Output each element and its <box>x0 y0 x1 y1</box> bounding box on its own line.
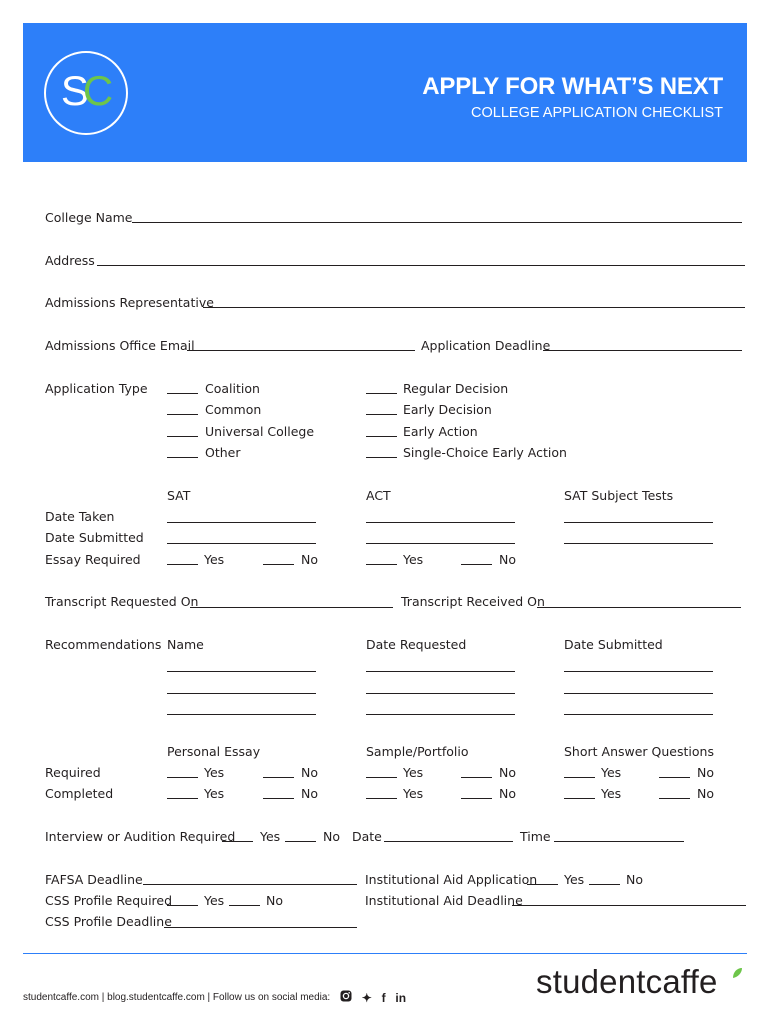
institutional-deadline-label: Institutional Aid Deadline <box>365 893 523 908</box>
checkbox-line[interactable] <box>461 798 492 799</box>
checkbox-line[interactable] <box>366 777 397 778</box>
admissions-email-label: Admissions Office Email <box>45 338 195 353</box>
row-label: Essay Required <box>45 552 141 567</box>
row-label: Completed <box>45 786 114 801</box>
institutional-deadline-field[interactable] <box>512 905 746 906</box>
yes-label: Yes <box>601 786 622 801</box>
row-label: Required <box>45 765 101 780</box>
interview-label: Interview or Audition Required <box>45 829 236 844</box>
checkbox-line[interactable] <box>167 777 198 778</box>
interview-time-field[interactable] <box>554 841 684 842</box>
address-label: Address <box>45 253 95 268</box>
checkbox-line[interactable] <box>263 564 294 565</box>
checkbox-line[interactable] <box>527 884 558 885</box>
instagram-icon[interactable] <box>340 990 352 1005</box>
application-deadline-field[interactable] <box>543 350 742 351</box>
checkbox-line[interactable] <box>461 777 492 778</box>
sat-date-taken-field[interactable] <box>167 522 316 523</box>
checkbox-line[interactable] <box>263 798 294 799</box>
brand-wordmark: studentcaffe <box>536 963 718 1000</box>
css-required-label: CSS Profile Required <box>45 893 173 908</box>
option-label: Universal College <box>205 424 315 439</box>
no-label: No <box>626 872 643 887</box>
option-label: Common <box>205 402 262 417</box>
date-submitted-field[interactable] <box>564 714 713 715</box>
checkbox-line[interactable] <box>659 798 690 799</box>
footer-links-text: studentcaffe.com | blog.studentcaffe.com | Follow us on social media: <box>23 992 331 1004</box>
row-label: Date Taken <box>45 509 115 524</box>
fafsa-deadline-label: FAFSA Deadline <box>45 872 143 887</box>
checkbox-line[interactable] <box>589 884 620 885</box>
checkbox-line[interactable] <box>366 457 397 458</box>
column-header: Date Submitted <box>564 637 663 652</box>
checkbox-line[interactable] <box>366 393 397 394</box>
checkbox-line[interactable] <box>167 905 198 906</box>
date-requested-field[interactable] <box>366 671 515 672</box>
date-requested-field[interactable] <box>366 693 515 694</box>
checkbox-line[interactable] <box>461 564 492 565</box>
no-label: No <box>301 765 318 780</box>
interview-date-field[interactable] <box>384 841 513 842</box>
date-requested-field[interactable] <box>366 714 515 715</box>
logo <box>44 51 128 135</box>
option-label: Early Action <box>403 424 478 439</box>
checkbox-line[interactable] <box>366 798 397 799</box>
transcript-requested-field[interactable] <box>190 607 393 608</box>
checkbox-line[interactable] <box>167 798 198 799</box>
row-label: Date Submitted <box>45 530 144 545</box>
footer-links <box>23 990 406 1005</box>
column-header: ACT <box>366 488 391 503</box>
yes-label: Yes <box>403 765 424 780</box>
checkbox-line[interactable] <box>222 841 253 842</box>
option-label: Other <box>205 445 241 460</box>
page-subtitle: COLLEGE APPLICATION CHECKLIST <box>471 105 723 121</box>
header-banner <box>23 23 747 162</box>
interview-date-label: Date <box>352 829 382 844</box>
application-deadline-label: Application Deadline <box>421 338 551 353</box>
college-name-label: College Name <box>45 210 133 225</box>
institutional-aid-label: Institutional Aid Application <box>365 872 538 887</box>
twitter-icon[interactable]: ✦ <box>361 990 372 1005</box>
checkbox-line[interactable] <box>564 777 595 778</box>
checkbox-line[interactable] <box>167 414 198 415</box>
recommendations-label: Recommendations <box>45 637 162 652</box>
no-label: No <box>301 786 318 801</box>
linkedin-icon[interactable]: in <box>395 990 407 1005</box>
column-header: SAT <box>167 488 191 503</box>
logo-text: SC <box>60 67 108 114</box>
yes-label: Yes <box>204 786 225 801</box>
no-label: No <box>499 765 516 780</box>
checkbox-line[interactable] <box>659 777 690 778</box>
date-submitted-field[interactable] <box>564 693 713 694</box>
logo-mark <box>46 53 126 133</box>
column-header: Personal Essay <box>167 744 261 759</box>
no-label: No <box>697 786 714 801</box>
address-field[interactable] <box>97 265 745 266</box>
page-title: APPLY FOR WHAT’S NEXT <box>422 73 723 100</box>
column-header: Sample/Portfolio <box>366 744 469 759</box>
transcript-requested-label: Transcript Requested On <box>45 594 199 609</box>
application-type-label: Application Type <box>45 381 148 396</box>
option-label: Regular Decision <box>403 381 509 396</box>
checkbox-line[interactable] <box>263 777 294 778</box>
yes-label: Yes <box>204 893 225 908</box>
no-label: No <box>301 552 318 567</box>
option-label: Early Decision <box>403 402 492 417</box>
admissions-rep-field[interactable] <box>203 307 745 308</box>
option-label: Coalition <box>205 381 260 396</box>
footer-divider <box>23 953 747 954</box>
subject-date-submitted-field[interactable] <box>564 543 713 544</box>
sat-date-submitted-field[interactable] <box>167 543 316 544</box>
act-date-submitted-field[interactable] <box>366 543 515 544</box>
column-header: Short Answer Questions <box>564 744 714 759</box>
recommender-name-field[interactable] <box>167 671 316 672</box>
no-label: No <box>697 765 714 780</box>
date-submitted-field[interactable] <box>564 671 713 672</box>
column-header: Date Requested <box>366 637 467 652</box>
admissions-rep-label: Admissions Representative <box>45 295 214 310</box>
yes-label: Yes <box>403 552 424 567</box>
admissions-email-field[interactable] <box>187 350 415 351</box>
yes-label: Yes <box>564 872 585 887</box>
css-deadline-field[interactable] <box>164 927 357 928</box>
checkbox-line[interactable] <box>167 436 198 437</box>
recommender-name-field[interactable] <box>167 693 316 694</box>
option-label: Single-Choice Early Action <box>403 445 567 460</box>
facebook-icon[interactable]: f <box>381 990 386 1005</box>
no-label: No <box>499 552 516 567</box>
checkbox-line[interactable] <box>167 393 198 394</box>
act-date-taken-field[interactable] <box>366 522 515 523</box>
column-header: SAT Subject Tests <box>564 488 674 503</box>
no-label: No <box>323 829 340 844</box>
yes-label: Yes <box>260 829 281 844</box>
recommender-name-field[interactable] <box>167 714 316 715</box>
checkbox-line[interactable] <box>167 457 198 458</box>
transcript-received-label: Transcript Received On <box>401 594 545 609</box>
column-header: Name <box>167 637 204 652</box>
college-name-field[interactable] <box>132 222 742 223</box>
yes-label: Yes <box>403 786 424 801</box>
yes-label: Yes <box>204 765 225 780</box>
fafsa-deadline-field[interactable] <box>143 884 357 885</box>
no-label: No <box>266 893 283 908</box>
css-deadline-label: CSS Profile Deadline <box>45 914 172 929</box>
checkbox-line[interactable] <box>285 841 316 842</box>
yes-label: Yes <box>204 552 225 567</box>
no-label: No <box>499 786 516 801</box>
checkbox-line[interactable] <box>366 436 397 437</box>
interview-time-label: Time <box>520 829 551 844</box>
subject-date-taken-field[interactable] <box>564 522 713 523</box>
checkbox-line[interactable] <box>564 798 595 799</box>
yes-label: Yes <box>601 765 622 780</box>
checkbox-line[interactable] <box>229 905 260 906</box>
transcript-received-field[interactable] <box>537 607 741 608</box>
checkbox-line[interactable] <box>167 564 198 565</box>
checkbox-line[interactable] <box>366 414 397 415</box>
checkbox-line[interactable] <box>366 564 397 565</box>
leaf-icon <box>731 967 743 979</box>
